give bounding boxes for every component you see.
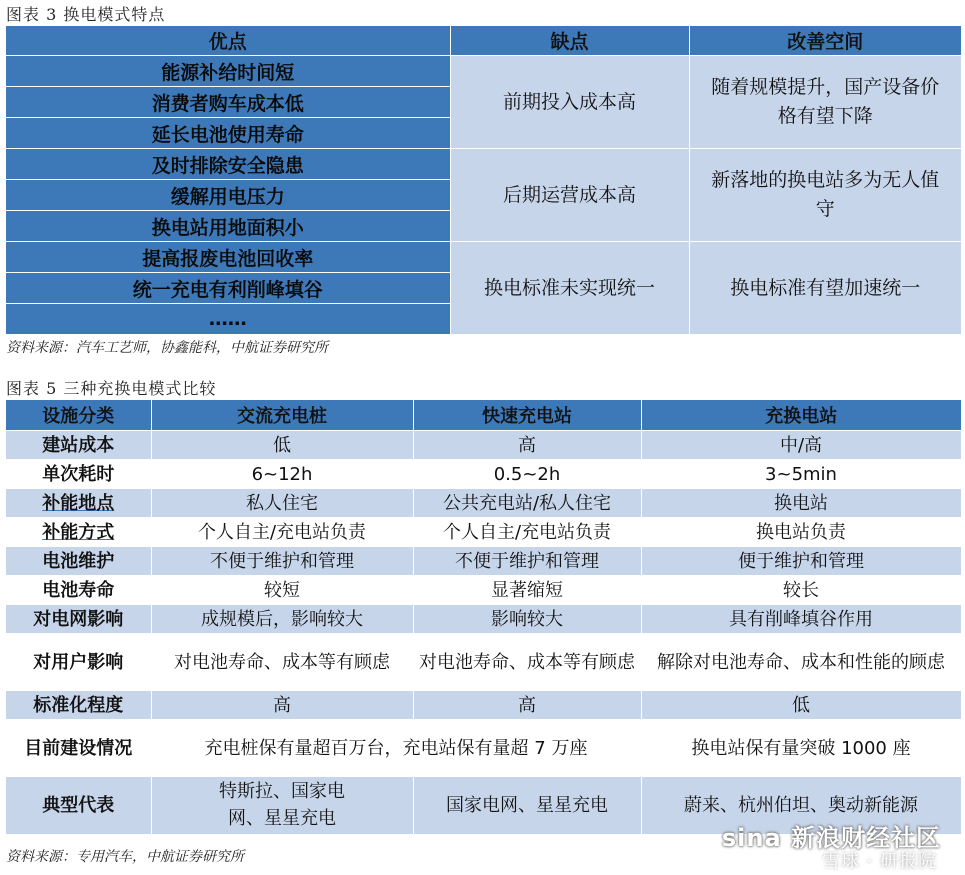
- table-row: [6, 634, 961, 691]
- table3-source: 资料来源：汽车工艺师，协鑫能科，中航证券研究所: [6, 340, 328, 356]
- advantage-cell: 消费者购车成本低: [6, 87, 450, 118]
- xueqiu-watermark: 雪球 · 研报院: [821, 851, 937, 872]
- table-row: [6, 691, 961, 720]
- table-row: [6, 547, 961, 576]
- advantage-cell: ……: [6, 304, 450, 335]
- header-advantages: 优点: [6, 26, 450, 56]
- advantage-cell: 及时排除安全隐患: [6, 149, 450, 180]
- row-category: 标准化程度: [6, 691, 151, 720]
- table-row: [6, 460, 961, 489]
- cell-ac: 不便于维护和管理: [151, 547, 413, 576]
- row-category: 补能地点: [6, 489, 151, 518]
- cell-fast: 对电池寿命、成本等有顾虑: [413, 634, 641, 691]
- table5-source: 资料来源：专用汽车，中航证券研究所: [6, 849, 244, 865]
- row-category: 电池寿命: [6, 576, 151, 605]
- table5-header-row: [6, 400, 961, 431]
- table-row: [6, 576, 961, 605]
- row-category: 目前建设情况: [6, 720, 151, 777]
- table-row: [6, 489, 961, 518]
- advantage-cell: 延长电池使用寿命: [6, 118, 450, 149]
- advantage-cell: 统一充电有利削峰填谷: [6, 273, 450, 304]
- cell-ac: 对电池寿命、成本等有顾虑: [151, 634, 413, 691]
- table5-caption: 图表 5 三种充换电模式比较: [6, 379, 217, 398]
- header-category: 设施分类: [6, 400, 151, 431]
- improvement-cell: 换电标准有望加速统一: [689, 242, 961, 335]
- cell-ac: 私人住宅: [151, 489, 413, 518]
- cell-fast: 影响较大: [413, 605, 641, 634]
- cell-fast: 高: [413, 691, 641, 720]
- sina-watermark: sina 新浪财经社区: [721, 824, 941, 852]
- row-category: 补能方式: [6, 518, 151, 547]
- header-ac-charger: 交流充电桩: [151, 400, 413, 431]
- cell-ac: 个人自主/充电站负责: [151, 518, 413, 547]
- cell-fast: 国家电网、星星充电: [413, 777, 641, 834]
- cell-ac: 特斯拉、国家电网、星星充电: [151, 777, 413, 834]
- cell-fast: 显著缩短: [413, 576, 641, 605]
- cell-swap: 3~5min: [641, 460, 961, 489]
- advantage-cell: 能源补给时间短: [6, 56, 450, 87]
- cell-fast: 个人自主/充电站负责: [413, 518, 641, 547]
- cell-ac-fast-merged: 充电桩保有量超百万台，充电站保有量超 7 万座: [151, 720, 641, 777]
- header-fast-charging: 快速充电站: [413, 400, 641, 431]
- cell-swap: 低: [641, 691, 961, 720]
- advantage-cell: 缓解用电压力: [6, 180, 450, 211]
- cell-ac: 较短: [151, 576, 413, 605]
- cell-fast: 公共充电站/私人住宅: [413, 489, 641, 518]
- table5: [6, 400, 962, 834]
- cell-swap: 蔚来、杭州伯坦、奥动新能源: [641, 777, 961, 834]
- header-improvement: 改善空间: [689, 26, 961, 56]
- cell-ac: 成规模后，影响较大: [151, 605, 413, 634]
- table-row: [6, 720, 961, 777]
- row-category: 建站成本: [6, 431, 151, 460]
- table-row: [6, 605, 961, 634]
- cell-swap: 换电站保有量突破 1000 座: [641, 720, 961, 777]
- cell-swap: 具有削峰填谷作用: [641, 605, 961, 634]
- row-category: 单次耗时: [6, 460, 151, 489]
- disadvantage-cell: 前期投入成本高: [450, 56, 689, 149]
- cell-fast: 不便于维护和管理: [413, 547, 641, 576]
- cell-swap: 较长: [641, 576, 961, 605]
- advantage-cell: 提高报废电池回收率: [6, 242, 450, 273]
- disadvantage-cell: 后期运营成本高: [450, 149, 689, 242]
- cell-swap: 换电站: [641, 489, 961, 518]
- cell-fast: 0.5~2h: [413, 460, 641, 489]
- cell-swap: 中/高: [641, 431, 961, 460]
- advantage-cell: 换电站用地面积小: [6, 211, 450, 242]
- row-category: 对用户影响: [6, 634, 151, 691]
- disadvantage-cell: 换电标准未实现统一: [450, 242, 689, 335]
- row-category: 对电网影响: [6, 605, 151, 634]
- improvement-cell: 随着规模提升，国产设备价格有望下降: [689, 56, 961, 149]
- table-row: [6, 518, 961, 547]
- table3-caption: 图表 3 换电模式特点: [6, 5, 166, 24]
- cell-swap: 解除对电池寿命、成本和性能的顾虑: [641, 634, 961, 691]
- row-category: 典型代表: [6, 777, 151, 834]
- cell-swap: 换电站负责: [641, 518, 961, 547]
- cell-swap: 便于维护和管理: [641, 547, 961, 576]
- cell-ac: 低: [151, 431, 413, 460]
- table-row: [6, 431, 961, 460]
- table3-header-row: [6, 26, 961, 56]
- header-swap-station: 充换电站: [641, 400, 961, 431]
- cell-ac: 高: [151, 691, 413, 720]
- improvement-cell: 新落地的换电站多为无人值守: [689, 149, 961, 242]
- table3: [6, 26, 961, 334]
- header-disadvantages: 缺点: [450, 26, 689, 56]
- row-category: 电池维护: [6, 547, 151, 576]
- cell-fast: 高: [413, 431, 641, 460]
- cell-ac: 6~12h: [151, 460, 413, 489]
